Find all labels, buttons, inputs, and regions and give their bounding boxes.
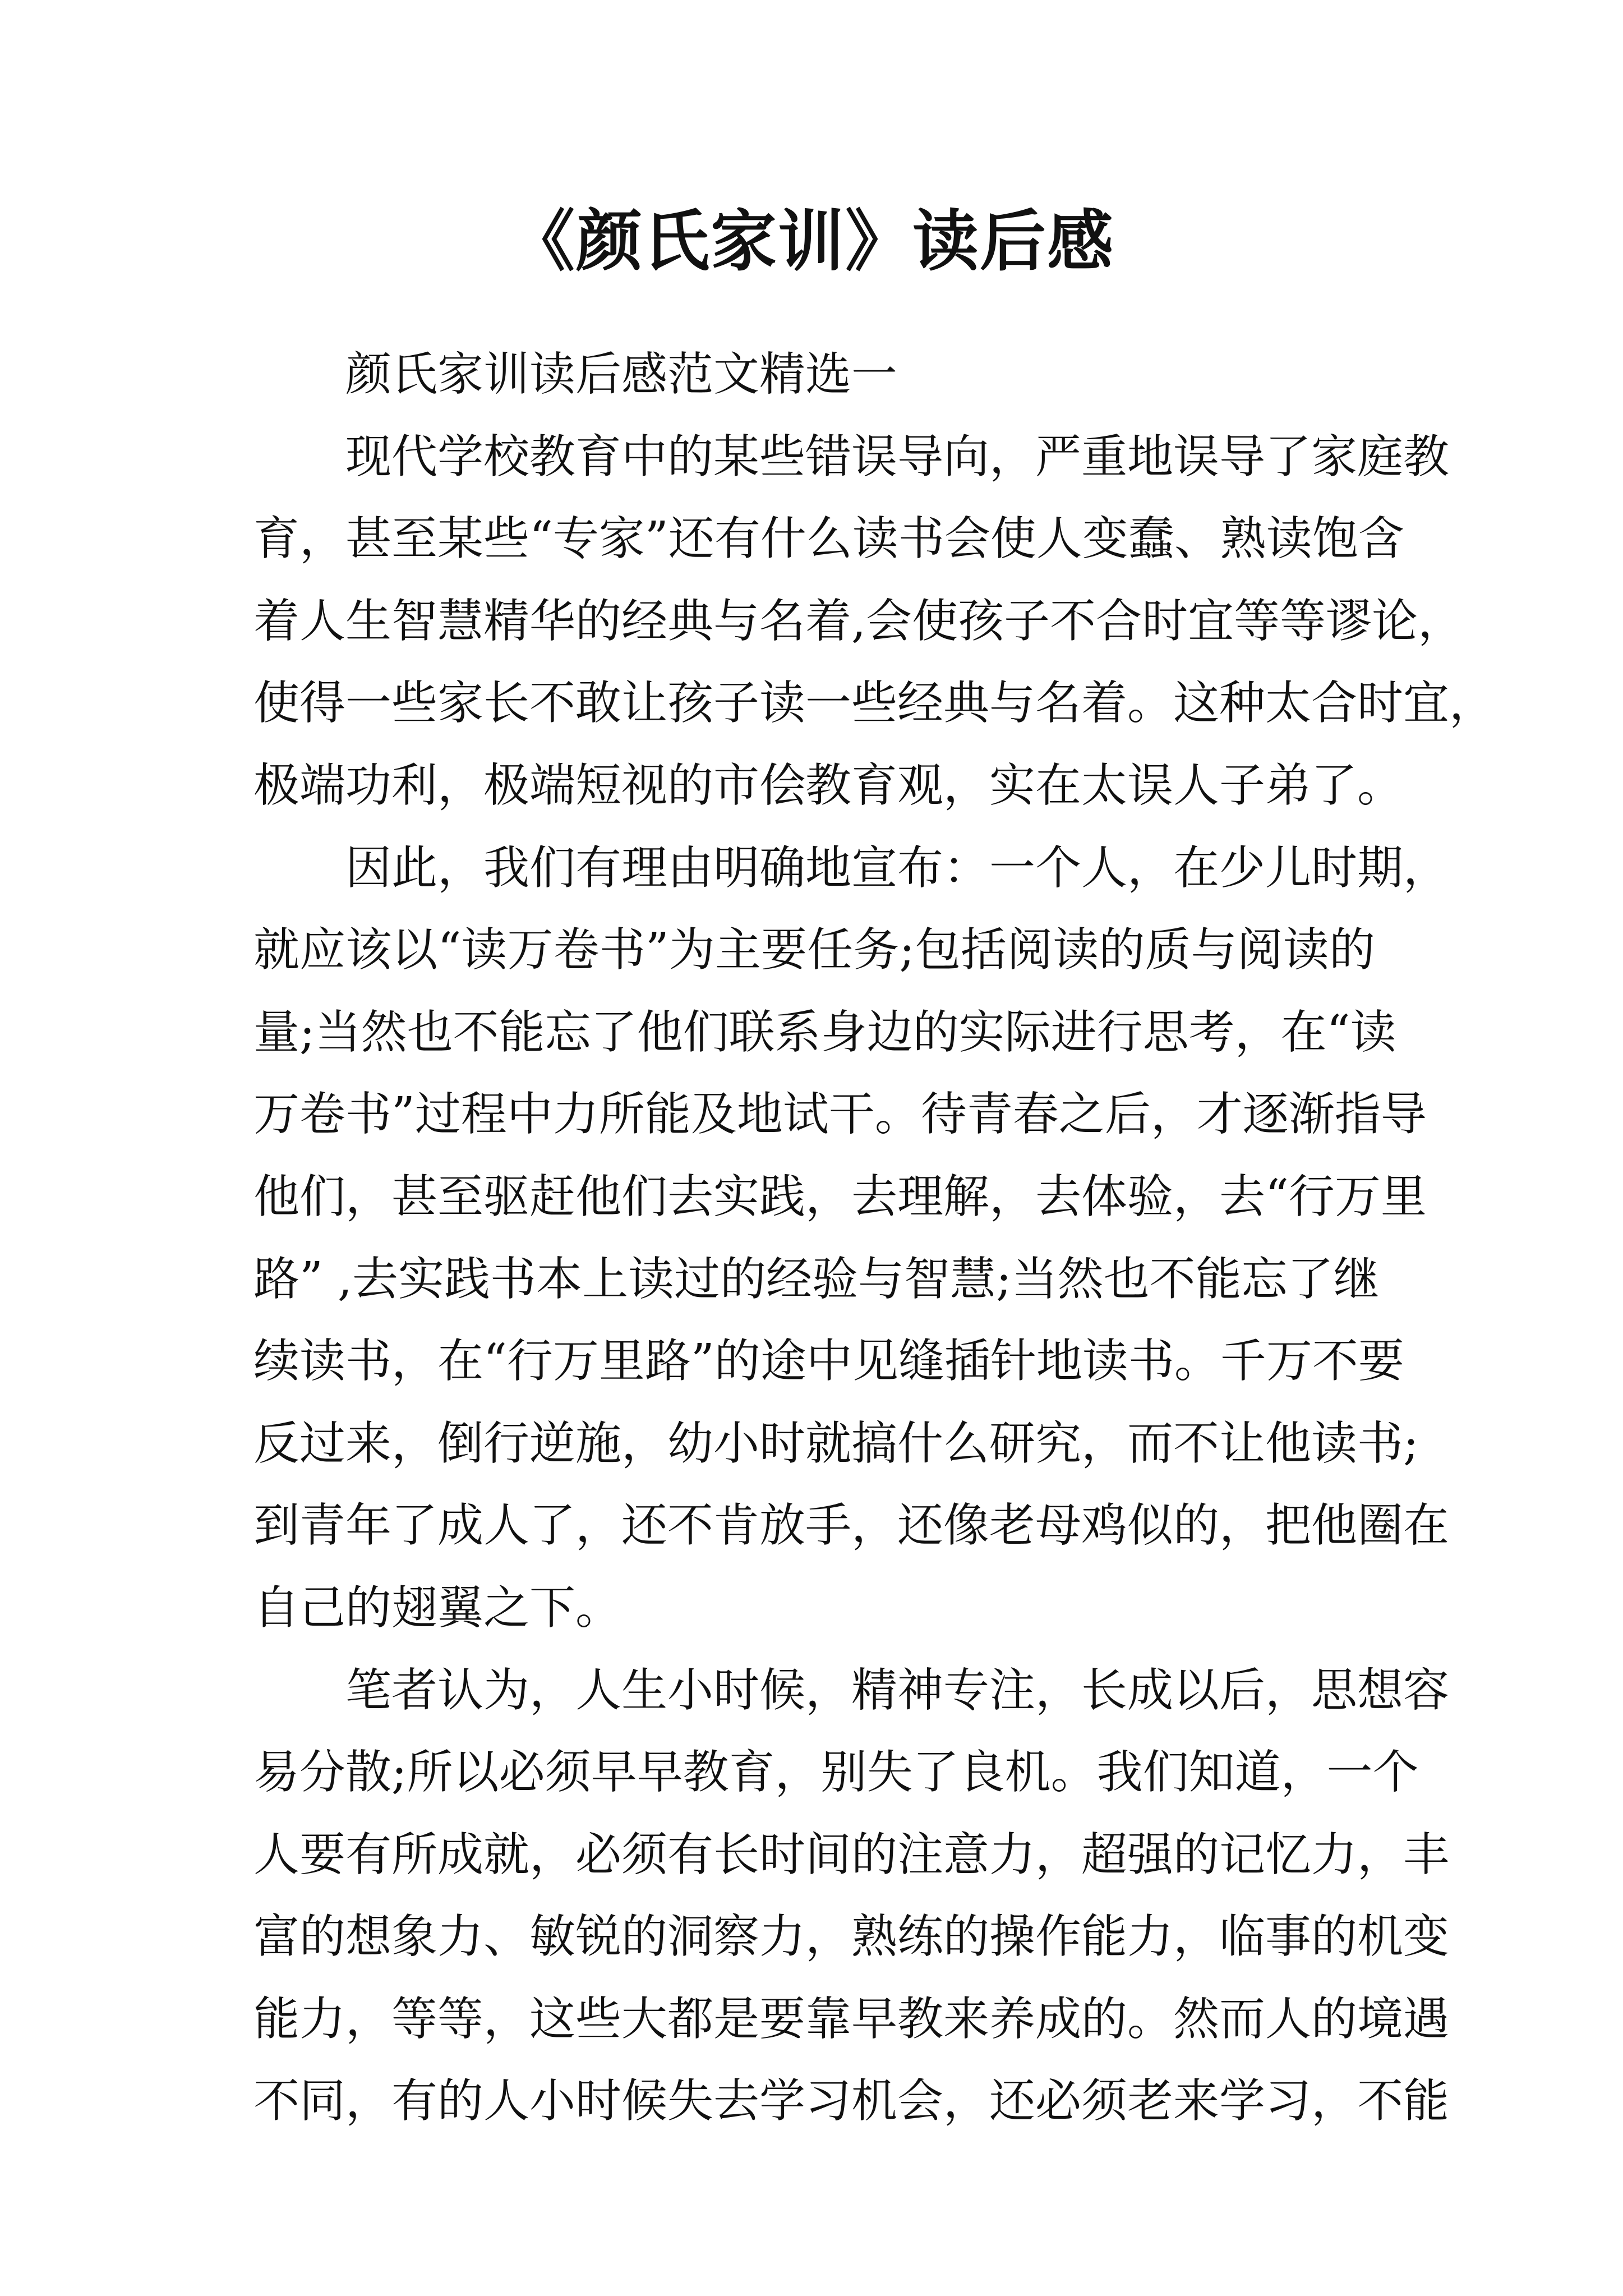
document-title: 《颜氏家训》读后感	[508, 202, 1114, 280]
text-line: 路” ,去实践书本上读过的经验与智慧;当然也不能忘了继	[253, 1252, 1380, 1306]
text-line: 极端功利，极端短视的市侩教育观，实在太误人子弟了。	[253, 758, 1404, 812]
text-line: 富的想象力、敏锐的洞察力，熟练的操作能力，临事的机变	[253, 1910, 1450, 1964]
text-line: 现代学校教育中的某些错误导向，严重地误导了家庭教	[345, 430, 1450, 484]
text-line: 量;当然也不能忘了他们联系身边的实际进行思考，在“读	[253, 1005, 1396, 1059]
subtitle-line: 颜氏家训读后感范文精选一	[345, 348, 898, 401]
document-body	[253, 334, 1496, 2143]
text-line: 到青年了成人了，还不肯放手，还像老母鸡似的，把他圈在	[253, 1499, 1450, 1553]
text-line: 人要有所成就，必须有长时间的注意力，超强的记忆力，丰	[253, 1828, 1450, 1881]
text-line: 着人生智慧精华的经典与名着,会使孩子不合时宜等等谬论，	[253, 594, 1464, 648]
text-line: 不同，有的人小时候失去学习机会，还必须老来学习，不能	[253, 2074, 1450, 2128]
text-line: 自己的翅翼之下。	[253, 1581, 622, 1635]
text-line: 续读书，在“行万里路”的途中见缝插针地读书。千万不要	[253, 1335, 1404, 1388]
text-line: 就应该以“读万卷书”为主要任务;包括阅读的质与阅读的	[253, 923, 1375, 977]
text-line: 能力，等等，这些大都是要靠早教来养成的。然而人的境遇	[253, 1992, 1450, 2046]
text-line: 笔者认为，人生小时候，精神专注，长成以后，思想容	[345, 1663, 1450, 1717]
text-line: 他们，甚至驱赶他们去实践，去理解，去体验，去“行万里	[253, 1170, 1427, 1223]
text-line: 万卷书”过程中力所能及地试干。待青春之后，才逐渐指导	[253, 1088, 1427, 1142]
text-line: 使得一些家长不敢让孩子读一些经典与名着。这种太合时宜，	[253, 677, 1496, 730]
text-line: 因此，我们有理由明确地宣布：一个人，在少儿时期，	[345, 841, 1450, 895]
text-line: 育，甚至某些“专家”还有什么读书会使人变蠢、熟读饱含	[253, 512, 1404, 566]
text-line: 反过来，倒行逆施，幼小时就搞什么研究，而不让他读书;	[253, 1416, 1419, 1470]
text-line: 易分散;所以必须早早教育，别失了良机。我们知道，一个	[253, 1746, 1419, 1800]
